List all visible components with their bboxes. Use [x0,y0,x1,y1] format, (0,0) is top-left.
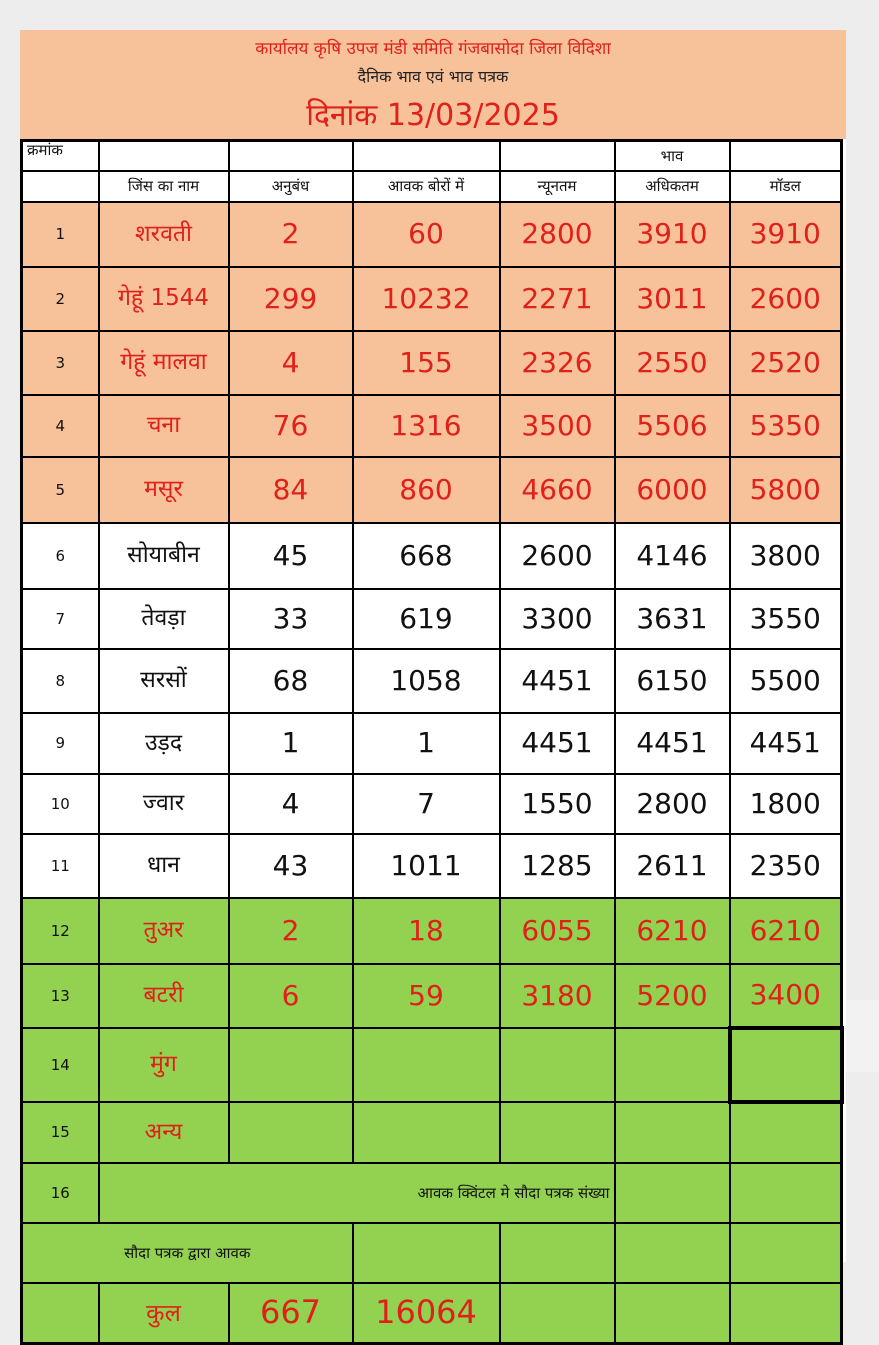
aavak-bags: 59 [353,964,500,1028]
row16-label: आवक क्विंटल मे सौदा पत्रक संख्या [99,1163,615,1223]
aavak-bags [353,1102,500,1163]
model-price: 3550 [730,589,842,649]
table-row [22,964,842,1028]
serial-number: 11 [22,834,99,898]
max-price [615,1102,730,1163]
aavak-bags: 1058 [353,649,500,713]
max-price: 6210 [615,898,730,964]
table-row [22,267,842,331]
anubandh-count: 68 [229,649,353,713]
max-price: 3631 [615,589,730,649]
table-row [22,202,842,267]
model-price: 4451 [730,713,842,774]
commodity-name: बटरी [99,964,229,1028]
aavak-bags: 7 [353,774,500,834]
model-price: 6210 [730,898,842,964]
commodity-name: गेहूं 1544 [99,267,229,331]
table-row [22,1028,842,1102]
min-price: 2800 [500,202,615,267]
model-price: 5500 [730,649,842,713]
table-row [22,713,842,774]
min-price: 4660 [500,457,615,523]
price-sheet-page [20,30,846,1332]
anubandh-count: 45 [229,523,353,589]
background-strip [846,1000,879,1072]
serial-number: 10 [22,774,99,834]
model-price: 3910 [730,202,842,267]
office-title: कार्यालय कृषि उपज मंडी समिति गंजबासोदा जिला विदिशा [255,39,611,59]
anubandh-count: 84 [229,457,353,523]
col-header-max: अधिकतम [615,171,730,202]
anubandh-count: 43 [229,834,353,898]
commodity-name: तुअर [99,898,229,964]
min-price: 2326 [500,331,615,395]
total-row [22,1283,842,1344]
commodity-name: सोयाबीन [99,523,229,589]
anubandh-count: 6 [229,964,353,1028]
min-price: 6055 [500,898,615,964]
table-row [22,898,842,964]
max-price: 2800 [615,774,730,834]
aavak-bags: 1 [353,713,500,774]
min-price: 3180 [500,964,615,1028]
commodity-name: उड़द [99,713,229,774]
header-row-1 [22,141,842,172]
bhav-header: भाव [615,141,730,172]
table-row [22,457,842,523]
commodity-name: तेवड़ा [99,589,229,649]
aavak-bags: 668 [353,523,500,589]
model-price: 1800 [730,774,842,834]
commodity-name: चना [99,395,229,457]
min-price: 1285 [500,834,615,898]
model-price [730,1102,842,1163]
serial-number: 6 [22,523,99,589]
model-price: 2350 [730,834,842,898]
aavak-bags: 10232 [353,267,500,331]
col-header-name: जिंस का नाम [99,171,229,202]
model-price: 2600 [730,267,842,331]
max-price: 2550 [615,331,730,395]
anubandh-count: 4 [229,331,353,395]
serial-number: 2 [22,267,99,331]
col-header-anubandh: अनुबंध [229,171,353,202]
model-price: 5800 [730,457,842,523]
header-row-2 [22,171,842,202]
anubandh-count [229,1102,353,1163]
max-price [615,1028,730,1102]
min-price: 1550 [500,774,615,834]
aavak-bags: 155 [353,331,500,395]
serial-number: 1 [22,202,99,267]
sheet-header [20,30,846,139]
model-price [730,1028,842,1102]
anubandh-count: 4 [229,774,353,834]
max-price: 5506 [615,395,730,457]
min-price: 2600 [500,523,615,589]
max-price: 5200 [615,964,730,1028]
min-price [500,1102,615,1163]
commodity-name: गेहूं मालवा [99,331,229,395]
serial-number: 9 [22,713,99,774]
serial-number: 14 [22,1028,99,1102]
anubandh-count [229,1028,353,1102]
max-price: 6150 [615,649,730,713]
commodity-name: शरवती [99,202,229,267]
sheet-subtitle: दैनिक भाव एवं भाव पत्रक [357,67,509,86]
table-row [22,589,842,649]
model-price: 5350 [730,395,842,457]
min-price: 4451 [500,713,615,774]
table-row [22,523,842,589]
anubandh-count: 76 [229,395,353,457]
total-anubandh: 667 [229,1283,353,1344]
min-price: 3500 [500,395,615,457]
max-price: 4451 [615,713,730,774]
serial-header: क्रमांक [22,141,99,172]
serial-number: 3 [22,331,99,395]
model-price: 3400 [730,964,842,1028]
serial-number: 5 [22,457,99,523]
serial-number: 12 [22,898,99,964]
max-price: 6000 [615,457,730,523]
commodity-name: अन्य [99,1102,229,1163]
serial-number: 4 [22,395,99,457]
min-price: 3300 [500,589,615,649]
min-price: 4451 [500,649,615,713]
model-price: 2520 [730,331,842,395]
table-row [22,649,842,713]
col-header-model: मॉडल [730,171,842,202]
table-row [22,395,842,457]
total-label: कुल [99,1283,229,1344]
serial-number: 16 [22,1163,99,1223]
serial-number: 7 [22,589,99,649]
aavak-bags [353,1028,500,1102]
serial-number: 13 [22,964,99,1028]
table-row [22,834,842,898]
table-row [22,1163,842,1223]
serial-number: 8 [22,649,99,713]
commodity-name: सरसों [99,649,229,713]
min-price [500,1028,615,1102]
aavak-bags: 60 [353,202,500,267]
aavak-bags: 1316 [353,395,500,457]
table-row [22,331,842,395]
commodity-name: मुंग [99,1028,229,1102]
sheet-date: दिनांक 13/03/2025 [306,98,560,133]
total-aavak: 16064 [353,1283,500,1344]
table-row [22,774,842,834]
aavak-bags: 18 [353,898,500,964]
max-price: 3011 [615,267,730,331]
anubandh-count: 33 [229,589,353,649]
anubandh-count: 2 [229,202,353,267]
commodity-name: धान [99,834,229,898]
min-price: 2271 [500,267,615,331]
max-price: 2611 [615,834,730,898]
serial-number: 15 [22,1102,99,1163]
aavak-bags: 619 [353,589,500,649]
col-header-aavak: आवक बोरों में [353,171,500,202]
anubandh-count: 299 [229,267,353,331]
anubandh-count: 1 [229,713,353,774]
sauda-label: सौदा पत्रक द्वारा आवक [22,1223,353,1283]
max-price: 4146 [615,523,730,589]
max-price: 3910 [615,202,730,267]
col-header-min: न्यूनतम [500,171,615,202]
model-price: 3800 [730,523,842,589]
price-table [20,139,844,1345]
anubandh-count: 2 [229,898,353,964]
table-row [22,1102,842,1163]
aavak-bags: 1011 [353,834,500,898]
sauda-row [22,1223,842,1283]
commodity-name: ज्वार [99,774,229,834]
aavak-bags: 860 [353,457,500,523]
commodity-name: मसूर [99,457,229,523]
